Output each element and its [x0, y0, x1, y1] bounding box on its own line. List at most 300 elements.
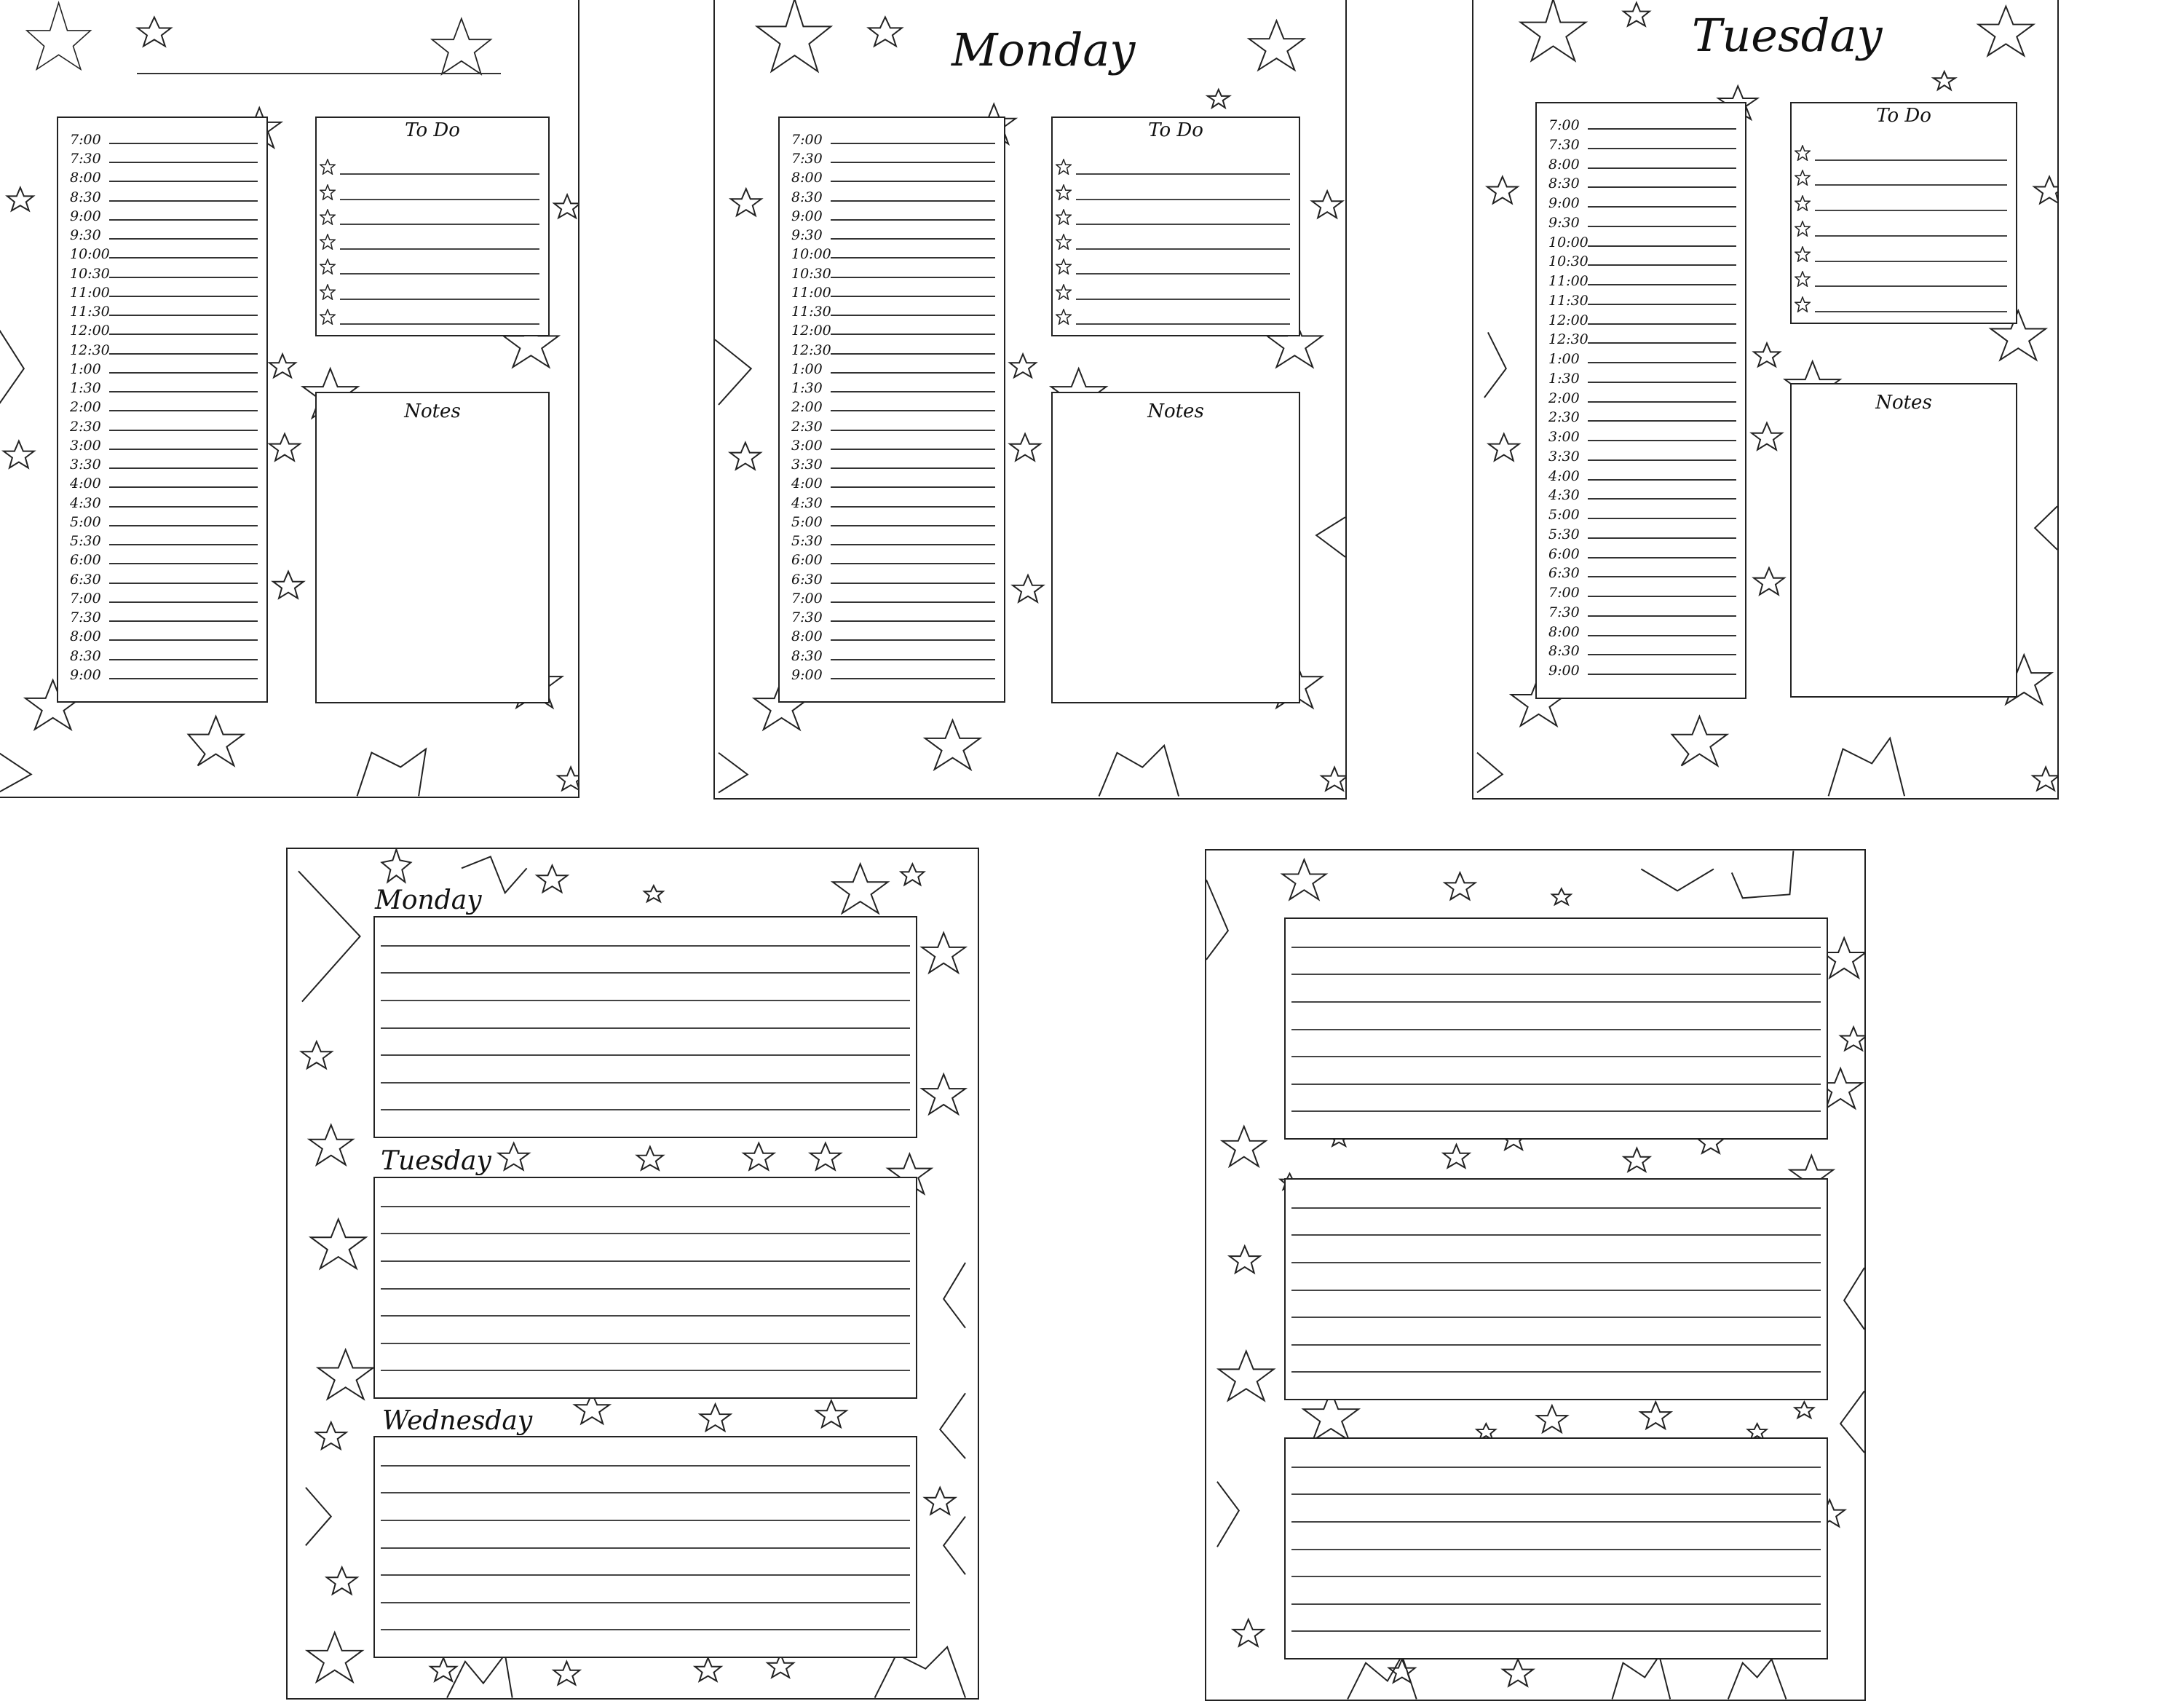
time-slot-row — [791, 663, 995, 682]
time-slot-row — [791, 300, 995, 319]
time-slot-label: 2:30 — [1548, 409, 1580, 426]
writing-line — [1588, 342, 1736, 344]
day-box-tuesday — [373, 1177, 917, 1399]
time-slot-row — [70, 166, 258, 185]
writing-line — [109, 237, 258, 240]
checkbox-star-icon — [320, 258, 336, 275]
todo-line — [1076, 323, 1290, 325]
writing-line — [1291, 1549, 1821, 1550]
time-slot-label: 6:30 — [70, 571, 101, 588]
writing-line — [831, 582, 995, 584]
time-slot-row — [1548, 269, 1736, 288]
writing-line — [381, 1027, 910, 1029]
time-slot-row — [1548, 561, 1736, 580]
time-slot-label: 2:00 — [791, 399, 823, 416]
time-slot-row — [70, 358, 258, 376]
writing-line — [1291, 1001, 1821, 1003]
todo-line — [1815, 210, 2007, 211]
writing-line — [109, 409, 258, 411]
time-slot-row — [1548, 114, 1736, 133]
checkbox-star-icon — [1795, 195, 1811, 211]
writing-line — [109, 256, 258, 258]
time-slot-label: 12:00 — [1548, 312, 1588, 328]
time-slot-row — [70, 587, 258, 606]
time-slot-label: 8:00 — [70, 628, 101, 645]
writing-line — [1588, 497, 1736, 500]
time-slot-label: 7:30 — [791, 609, 823, 626]
writing-line — [1588, 634, 1736, 636]
time-slot-row — [70, 415, 258, 434]
time-slot-label: 3:00 — [70, 437, 101, 454]
writing-line — [381, 945, 910, 947]
time-slot-row — [791, 128, 995, 147]
todo-line — [1076, 224, 1290, 225]
notes-title: Notes — [404, 400, 461, 422]
time-slot-label: 3:30 — [70, 457, 101, 473]
writing-line — [109, 639, 258, 641]
time-slot-row — [70, 300, 258, 319]
writing-line — [381, 1233, 910, 1234]
time-slot-row — [70, 262, 258, 281]
writing-line — [1291, 1521, 1821, 1523]
writing-line — [1588, 205, 1736, 208]
time-slot-label: 10:00 — [70, 246, 110, 263]
writing-line — [1588, 361, 1736, 363]
writing-line — [1588, 615, 1736, 617]
writing-line — [831, 237, 995, 240]
time-slot-row — [70, 339, 258, 358]
time-slot-row — [1548, 620, 1736, 639]
writing-line — [1291, 1603, 1821, 1605]
weekly-page-blank — [1205, 849, 1866, 1701]
writing-line — [831, 218, 995, 221]
day-box-monday — [373, 916, 917, 1138]
time-slot-row — [70, 548, 258, 567]
time-slot-label: 5:30 — [791, 533, 823, 550]
time-slot-row — [791, 529, 995, 548]
checkbox-star-icon — [1056, 159, 1072, 175]
time-slot-label: 12:30 — [1548, 331, 1588, 348]
time-slot-label: 7:30 — [791, 151, 823, 167]
time-slot-row — [1548, 328, 1736, 347]
writing-line — [831, 658, 995, 660]
time-slot-label: 8:30 — [1548, 643, 1580, 660]
writing-line — [109, 658, 258, 660]
time-slot-row — [70, 625, 258, 644]
time-slot-row — [1548, 133, 1736, 152]
checkbox-star-icon — [320, 234, 336, 250]
time-slot-label: 7:30 — [70, 151, 101, 167]
todo-box — [1790, 102, 2017, 324]
time-slot-row — [70, 205, 258, 224]
writing-line — [831, 371, 995, 374]
writing-line — [381, 1082, 910, 1084]
time-slot-label: 9:00 — [1548, 663, 1580, 679]
writing-line — [831, 639, 995, 641]
schedule-box — [57, 117, 268, 703]
writing-line — [1291, 1576, 1821, 1577]
writing-line — [1588, 225, 1736, 227]
page-title: Monday — [951, 23, 1136, 76]
time-slot-label: 9:00 — [1548, 195, 1580, 212]
time-slot-row — [791, 568, 995, 587]
checkbox-star-icon — [1056, 309, 1072, 325]
todo-line — [340, 299, 539, 300]
day-box-3 — [1284, 1437, 1828, 1659]
writing-line — [1588, 653, 1736, 655]
time-slot-row — [1548, 425, 1736, 444]
day-box-wednesday — [373, 1436, 917, 1658]
writing-line — [831, 409, 995, 411]
writing-line — [109, 429, 258, 431]
time-slot-row — [70, 644, 258, 663]
time-slot-row — [70, 319, 258, 338]
writing-line — [1588, 381, 1736, 383]
time-slot-row — [70, 128, 258, 147]
day-label-tuesday: Tuesday — [381, 1146, 491, 1176]
time-slot-label: 11:30 — [70, 304, 110, 320]
writing-line — [831, 390, 995, 392]
writing-line — [831, 486, 995, 488]
time-slot-row — [70, 242, 258, 261]
time-slot-label: 1:00 — [1548, 351, 1580, 368]
time-slot-row — [791, 224, 995, 242]
schedule-box — [778, 117, 1005, 703]
writing-line — [831, 524, 995, 526]
writing-line — [1588, 595, 1736, 597]
writing-line — [1291, 1317, 1821, 1318]
checkbox-star-icon — [320, 159, 336, 175]
time-slot-label: 7:30 — [1548, 136, 1580, 153]
todo-title: To Do — [405, 119, 460, 141]
time-slot-label: 3:30 — [1548, 448, 1580, 465]
writing-line — [381, 1574, 910, 1576]
time-slot-label: 3:30 — [791, 457, 823, 473]
writing-line — [831, 256, 995, 258]
todo-line — [1076, 299, 1290, 300]
time-slot-row — [791, 415, 995, 434]
writing-line — [381, 1343, 910, 1344]
time-slot-label: 7:30 — [1548, 604, 1580, 620]
time-slot-row — [1548, 250, 1736, 269]
time-slot-row — [70, 376, 258, 395]
time-slot-row — [1548, 484, 1736, 502]
time-slot-label: 5:30 — [70, 533, 101, 550]
time-slot-row — [70, 434, 258, 453]
time-slot-label: 5:00 — [791, 513, 823, 530]
writing-line — [831, 677, 995, 679]
time-slot-label: 7:00 — [70, 132, 101, 148]
todo-line — [1815, 159, 2007, 161]
writing-line — [109, 276, 258, 278]
time-slot-row — [791, 186, 995, 205]
time-slot-row — [1548, 387, 1736, 406]
day-label-wednesday: Wednesday — [382, 1406, 533, 1436]
time-slot-row — [791, 625, 995, 644]
writing-line — [381, 1465, 910, 1467]
todo-line — [340, 273, 539, 275]
checkbox-star-icon — [1795, 170, 1811, 186]
notes-box — [315, 392, 550, 703]
todo-box — [315, 117, 550, 336]
writing-line — [1588, 673, 1736, 675]
time-slot-label: 4:00 — [1548, 467, 1580, 484]
writing-line — [109, 333, 258, 335]
writing-line — [109, 601, 258, 603]
todo-line — [340, 323, 539, 325]
time-slot-label: 8:00 — [791, 628, 823, 645]
checkbox-star-icon — [1795, 221, 1811, 237]
time-slot-row — [70, 529, 258, 548]
writing-line — [831, 562, 995, 564]
time-slot-row — [791, 205, 995, 224]
writing-line — [1588, 517, 1736, 519]
time-slot-label: 1:30 — [70, 380, 101, 397]
title-line — [137, 73, 501, 74]
time-slot-label: 9:00 — [791, 666, 823, 683]
time-slot-row — [70, 395, 258, 414]
time-slot-label: 11:00 — [70, 284, 110, 301]
checkbox-star-icon — [1795, 246, 1811, 262]
writing-line — [831, 601, 995, 603]
writing-line — [831, 352, 995, 355]
writing-line — [831, 333, 995, 335]
writing-line — [831, 467, 995, 469]
time-slot-label: 1:30 — [791, 380, 823, 397]
time-slot-row — [791, 358, 995, 376]
time-slot-row — [1548, 465, 1736, 484]
checkbox-star-icon — [1056, 258, 1072, 275]
time-slot-label: 10:30 — [70, 265, 110, 282]
writing-line — [1291, 1234, 1821, 1236]
writing-line — [109, 180, 258, 182]
time-slot-row — [1548, 523, 1736, 542]
daily-page-blank — [0, 0, 579, 798]
writing-line — [381, 972, 910, 974]
writing-line — [831, 448, 995, 450]
writing-line — [1291, 947, 1821, 948]
writing-line — [109, 314, 258, 316]
todo-box — [1051, 117, 1300, 336]
time-slot-label: 8:30 — [1548, 175, 1580, 192]
writing-line — [381, 1602, 910, 1603]
time-slot-label: 5:00 — [70, 513, 101, 530]
time-slot-label: 1:30 — [1548, 370, 1580, 387]
time-slot-row — [791, 453, 995, 472]
writing-line — [1291, 1467, 1821, 1468]
time-slot-row — [791, 262, 995, 281]
time-slot-row — [1548, 309, 1736, 328]
time-slot-label: 6:00 — [1548, 545, 1580, 562]
time-slot-row — [1548, 639, 1736, 658]
writing-line — [1291, 974, 1821, 975]
time-slot-row — [1548, 367, 1736, 386]
time-slot-row — [1548, 581, 1736, 600]
writing-line — [831, 505, 995, 508]
time-slot-row — [1548, 231, 1736, 250]
writing-line — [1291, 1290, 1821, 1291]
todo-title: To Do — [1148, 119, 1203, 141]
writing-line — [1588, 283, 1736, 285]
time-slot-row — [1548, 445, 1736, 464]
writing-line — [381, 1000, 910, 1001]
writing-line — [1588, 167, 1736, 169]
time-slot-label: 4:00 — [70, 475, 101, 492]
writing-line — [109, 161, 258, 163]
time-slot-label: 9:00 — [70, 666, 101, 683]
time-slot-row — [791, 587, 995, 606]
writing-line — [831, 161, 995, 163]
writing-line — [109, 467, 258, 469]
time-slot-label: 2:30 — [791, 418, 823, 435]
schedule-box — [1535, 102, 1746, 699]
writing-line — [1588, 439, 1736, 441]
writing-line — [1588, 575, 1736, 577]
time-slot-row — [791, 147, 995, 166]
todo-line — [1076, 273, 1290, 275]
time-slot-row — [1548, 659, 1736, 678]
time-slot-row — [791, 339, 995, 358]
time-slot-label: 10:30 — [1548, 253, 1588, 270]
writing-line — [1291, 1371, 1821, 1373]
time-slot-label: 2:30 — [70, 418, 101, 435]
time-slot-label: 9:00 — [70, 208, 101, 224]
time-slot-row — [1548, 153, 1736, 172]
writing-line — [109, 352, 258, 355]
writing-line — [381, 1206, 910, 1207]
writing-line — [109, 295, 258, 297]
checkbox-star-icon — [1056, 234, 1072, 250]
time-slot-row — [1548, 347, 1736, 366]
writing-line — [1291, 1262, 1821, 1263]
day-box-1 — [1284, 917, 1828, 1140]
writing-line — [381, 1315, 910, 1317]
writing-line — [381, 1520, 910, 1521]
writing-line — [1291, 1056, 1821, 1057]
time-slot-row — [791, 281, 995, 300]
time-slot-row — [791, 472, 995, 491]
writing-line — [831, 295, 995, 297]
writing-line — [1588, 147, 1736, 149]
page-title: Tuesday — [1692, 9, 1883, 62]
todo-line — [1815, 311, 2007, 312]
daily-page-monday — [713, 0, 1347, 800]
writing-line — [109, 543, 258, 545]
time-slot-label: 1:00 — [70, 360, 101, 377]
writing-line — [1291, 1207, 1821, 1209]
time-slot-label: 4:30 — [791, 494, 823, 511]
day-label-monday: Monday — [375, 885, 482, 915]
time-slot-label: 6:30 — [1548, 565, 1580, 582]
writing-line — [1588, 323, 1736, 325]
writing-line — [1291, 1630, 1821, 1632]
time-slot-label: 11:30 — [1548, 292, 1588, 309]
time-slot-label: 3:00 — [791, 437, 823, 454]
time-slot-row — [1548, 406, 1736, 425]
time-slot-row — [70, 568, 258, 587]
time-slot-label: 9:00 — [791, 208, 823, 224]
writing-line — [831, 276, 995, 278]
writing-line — [831, 180, 995, 182]
time-slot-row — [70, 186, 258, 205]
time-slot-label: 4:30 — [70, 494, 101, 511]
writing-line — [1588, 186, 1736, 188]
writing-line — [1588, 419, 1736, 422]
checkbox-star-icon — [1056, 209, 1072, 225]
time-slot-row — [70, 663, 258, 682]
writing-line — [109, 620, 258, 622]
time-slot-row — [791, 376, 995, 395]
writing-line — [1588, 537, 1736, 539]
writing-line — [381, 1054, 910, 1056]
writing-line — [109, 371, 258, 374]
time-slot-label: 8:00 — [1548, 156, 1580, 173]
time-slot-row — [70, 147, 258, 166]
time-slot-row — [791, 166, 995, 185]
writing-line — [109, 562, 258, 564]
time-slot-label: 12:00 — [70, 323, 110, 339]
todo-line — [340, 224, 539, 225]
writing-line — [109, 582, 258, 584]
time-slot-row — [70, 281, 258, 300]
todo-line — [1076, 173, 1290, 175]
checkbox-star-icon — [1795, 296, 1811, 312]
time-slot-label: 8:00 — [791, 170, 823, 186]
writing-line — [109, 448, 258, 450]
time-slot-row — [1548, 172, 1736, 191]
todo-line — [1076, 199, 1290, 200]
writing-line — [109, 390, 258, 392]
time-slot-row — [70, 492, 258, 510]
notes-box — [1051, 392, 1300, 703]
todo-line — [1815, 261, 2007, 262]
time-slot-row — [791, 395, 995, 414]
writing-line — [1588, 245, 1736, 247]
time-slot-label: 2:00 — [70, 399, 101, 416]
writing-line — [1588, 127, 1736, 130]
checkbox-star-icon — [1056, 184, 1072, 200]
time-slot-row — [1548, 601, 1736, 620]
writing-line — [1291, 1029, 1821, 1030]
checkbox-star-icon — [1795, 145, 1811, 161]
time-slot-row — [791, 242, 995, 261]
time-slot-label: 6:00 — [70, 552, 101, 569]
time-slot-label: 11:00 — [791, 284, 831, 301]
writing-line — [109, 218, 258, 221]
time-slot-label: 5:00 — [1548, 507, 1580, 524]
notes-title: Notes — [1147, 400, 1204, 422]
writing-line — [109, 486, 258, 488]
time-slot-row — [70, 606, 258, 625]
weekly-page-labeled — [286, 848, 979, 1700]
checkbox-star-icon — [320, 184, 336, 200]
time-slot-label: 3:00 — [1548, 429, 1580, 446]
time-slot-row — [791, 606, 995, 625]
todo-line — [340, 173, 539, 175]
notes-box — [1790, 383, 2017, 698]
checkbox-star-icon — [320, 309, 336, 325]
time-slot-label: 9:30 — [791, 227, 823, 244]
time-slot-label: 7:00 — [1548, 585, 1580, 601]
writing-line — [1588, 264, 1736, 266]
time-slot-row — [1548, 503, 1736, 522]
checkbox-star-icon — [1795, 271, 1811, 287]
time-slot-label: 2:00 — [1548, 390, 1580, 406]
writing-line — [381, 1109, 910, 1110]
writing-line — [109, 142, 258, 144]
time-slot-row — [70, 510, 258, 529]
time-slot-label: 10:30 — [791, 265, 831, 282]
